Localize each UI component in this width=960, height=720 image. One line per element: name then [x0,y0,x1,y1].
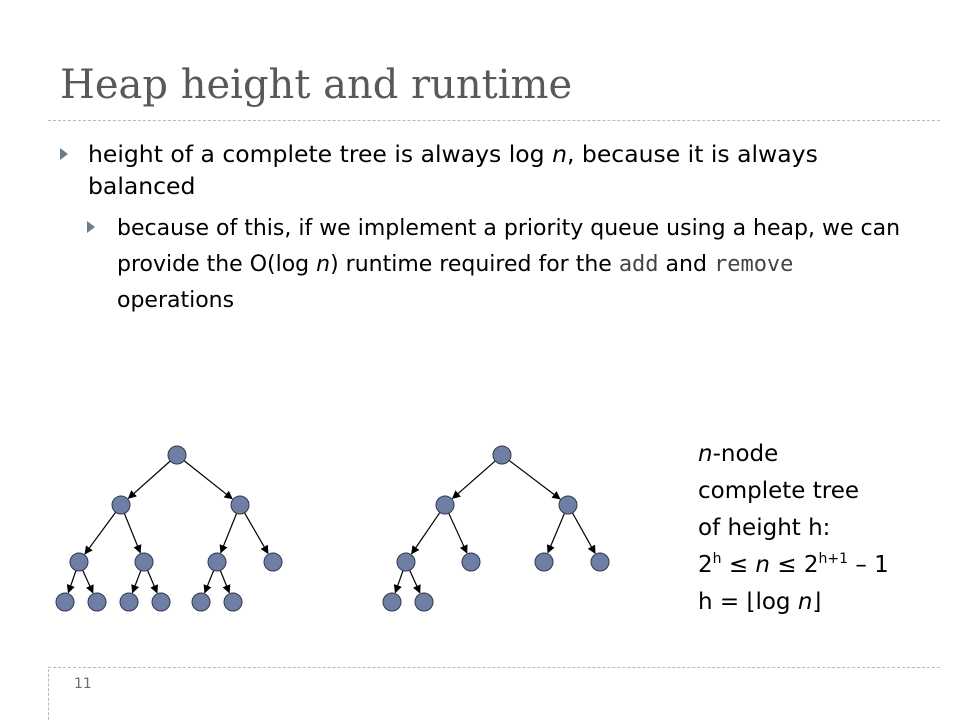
right-tree-edge-2 [412,512,440,553]
right-tree-node-1 [436,496,454,514]
right-tree-edge-5 [572,513,595,553]
right-tree-node-8 [415,593,433,611]
left-tree-node-3 [70,553,88,571]
left-tree-edge-7 [83,570,93,593]
right-tree-node-5 [535,553,553,571]
left-tree-edge-11 [220,570,229,592]
code-remove: remove [713,252,794,277]
left-tree-edge-4 [221,513,237,552]
note-line-3: of height h: [698,515,831,541]
right-tree-edge-1 [509,460,560,499]
footer-vertical-divider [48,669,49,720]
right-tree-node-2 [559,496,577,514]
note-line-1: n-node [698,441,779,467]
left-tree-edge-10 [205,570,214,592]
left-tree-node-6 [264,553,282,571]
right-tree-node-3 [397,553,415,571]
left-tree-node-9 [120,593,138,611]
left-tree-node-1 [112,496,130,514]
complete-tree-partial [383,446,609,611]
complete-tree-full [56,446,282,611]
note-line-5: h = ⌊log n⌋ [698,589,822,615]
right-tree-node-0 [493,446,511,464]
sub-bullet-priority-queue: because of this, if we implement a priority queue using a heap, we can provide the O(log n) runtime required for the add and remove operations [117,216,901,313]
left-tree-node-12 [224,593,242,611]
right-tree-edge-0 [453,461,496,498]
right-tree-edge-3 [449,513,467,553]
footer-divider [48,667,940,668]
left-tree-node-7 [56,593,74,611]
left-tree-node-0 [168,446,186,464]
left-tree-edge-2 [85,512,116,554]
right-tree-edge-6 [395,570,403,592]
left-tree-edge-6 [68,570,76,592]
right-tree-edge-7 [410,570,420,593]
page-number: 11 [74,676,92,692]
note-line-4: $2^h \le n \le 2^{h+1} - 1$ [698,551,889,578]
left-tree-node-5 [208,553,226,571]
right-tree-node-6 [591,553,609,571]
right-tree-node-7 [383,593,401,611]
left-tree-edge-0 [128,461,170,498]
code-add: add [618,252,659,277]
left-tree-node-10 [152,593,170,611]
left-tree-edge-3 [124,513,140,552]
left-tree-edge-1 [184,461,232,499]
right-tree-node-4 [462,553,480,571]
left-tree-edge-9 [148,570,158,593]
left-tree-node-4 [135,553,153,571]
left-tree-edge-8 [133,570,141,592]
slide-title: Heap height and runtime [60,62,573,108]
left-tree-node-2 [231,496,249,514]
tree-height-note [698,436,889,621]
right-tree-edge-4 [548,513,565,552]
left-tree-node-11 [192,593,210,611]
left-tree-node-8 [88,593,106,611]
left-tree-edge-5 [245,513,268,554]
bullet-height: height of a complete tree is always log n, because it is always balanced [88,140,818,200]
note-line-2: complete tree [698,478,860,504]
